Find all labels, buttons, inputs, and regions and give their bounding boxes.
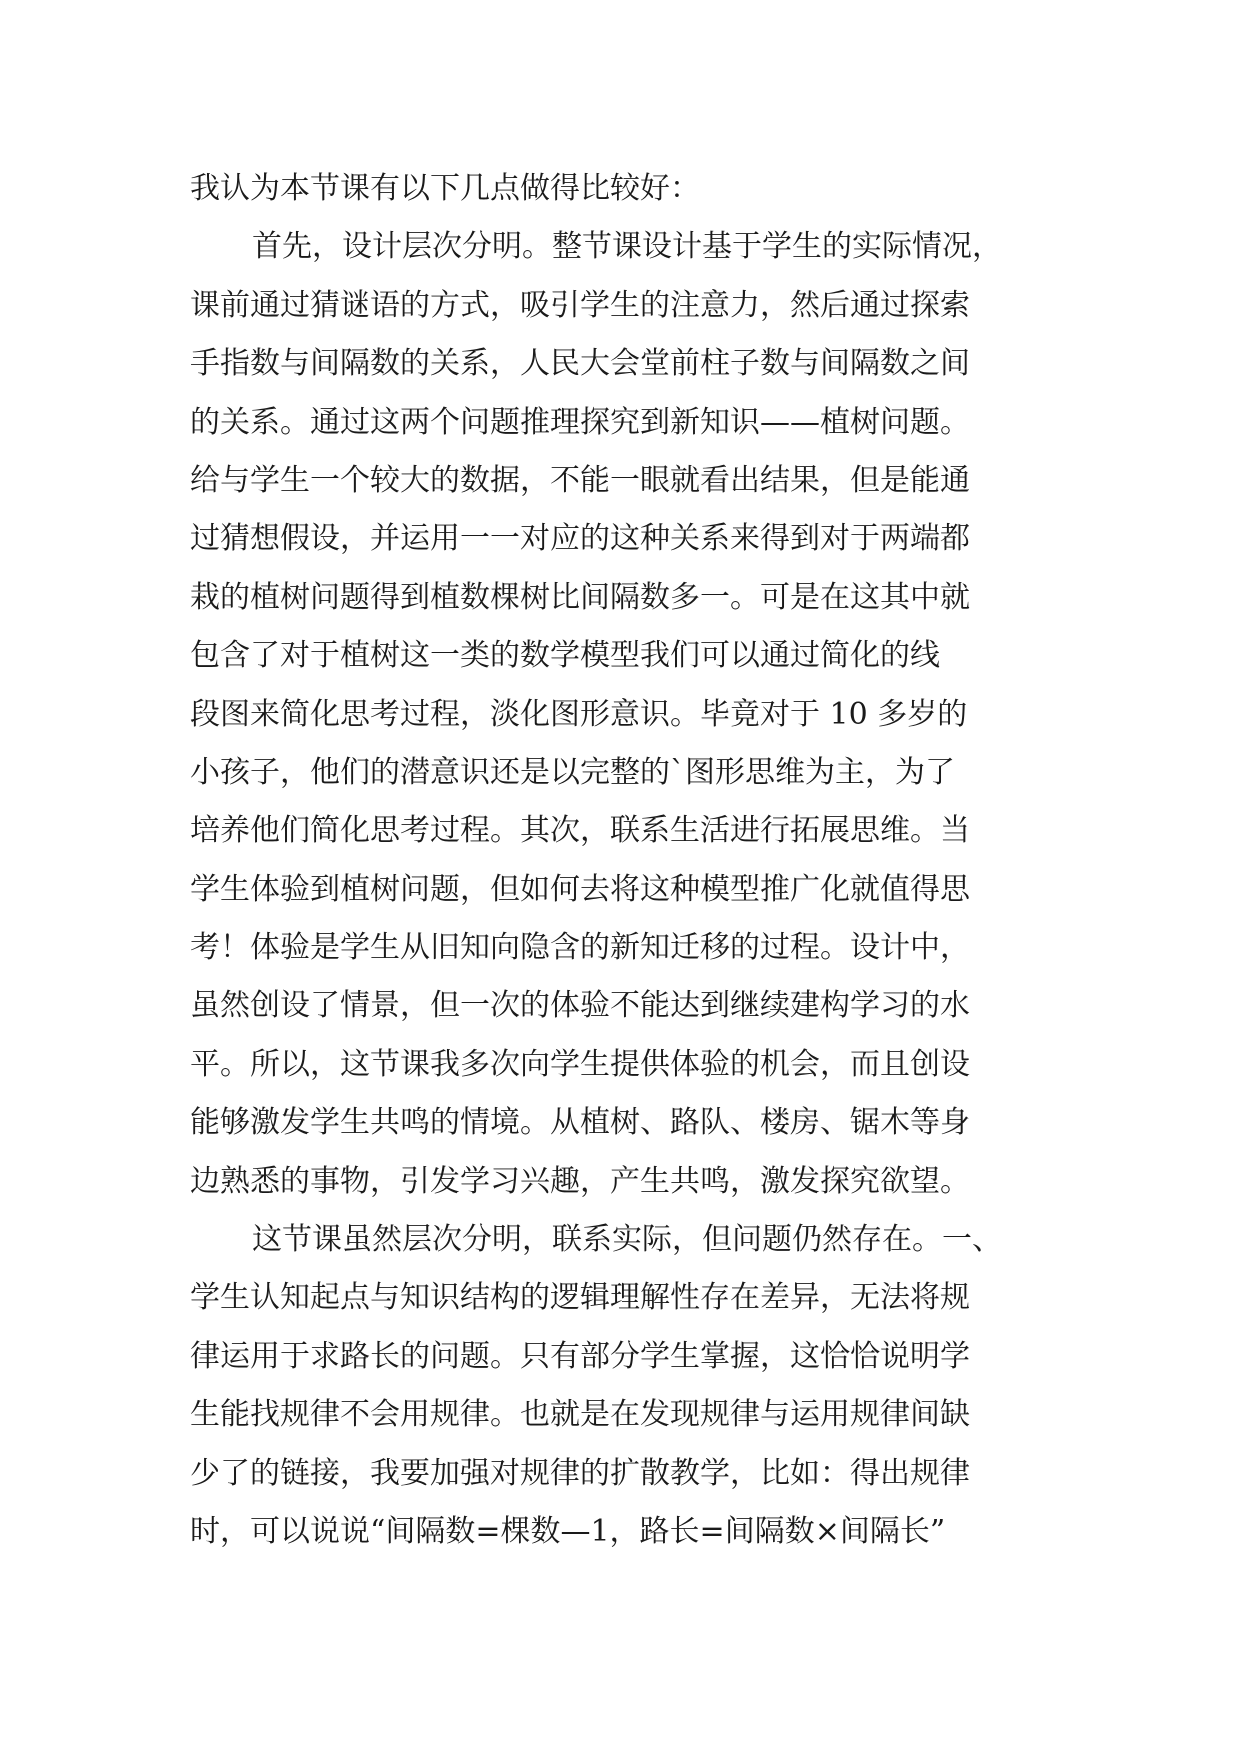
text-line: 栽的植树问题得到植数棵树比间隔数多一。可是在这其中就 <box>190 579 970 615</box>
text-line: 学生认知起点与知识结构的逻辑理解性存在差异，无法将规 <box>190 1280 970 1316</box>
text-line: 小孩子，他们的潜意识还是以完整的`图形思维为主，为了 <box>190 754 955 790</box>
text-line: 边熟悉的事物，引发学习兴趣，产生共鸣，激发探究欲望。 <box>190 1163 970 1199</box>
text-line: 的关系。通过这两个问题推理探究到新知识——植树问题。 <box>190 404 970 440</box>
text-line: 平。所以，这节课我多次向学生提供体验的机会，而且创设 <box>190 1046 970 1082</box>
text-line: 课前通过猜谜语的方式，吸引学生的注意力，然后通过探索 <box>190 287 970 323</box>
body-text <box>190 160 1070 1561</box>
text-line: 能够激发学生共鸣的情境。从植树、路队、楼房、锯木等身 <box>190 1105 970 1141</box>
text-line: 时，可以说说“间隔数=棵数—1，路长=间隔数×间隔长” <box>190 1513 946 1549</box>
text-line: 少了的链接，我要加强对规律的扩散教学，比如：得出规律 <box>190 1455 970 1491</box>
text-line: 给与学生一个较大的数据，不能一眼就看出结果，但是能通 <box>190 462 970 498</box>
paragraph-start-line: 这节课虽然层次分明，联系实际，但问题仍然存在。一、 <box>252 1222 1002 1258</box>
text-line: 考！体验是学生从旧知向隐含的新知迁移的过程。设计中， <box>190 930 970 966</box>
text-line: 律运用于求路长的问题。只有部分学生掌握，这恰恰说明学 <box>190 1338 970 1374</box>
text-line: 虽然创设了情景，但一次的体验不能达到继续建构学习的水 <box>190 988 970 1024</box>
text-line: 包含了对于植树这一类的数学模型我们可以通过简化的线 <box>190 638 940 674</box>
text-line: 我认为本节课有以下几点做得比较好： <box>190 171 700 206</box>
text-line: 段图来简化思考过程，淡化图形意识。毕竟对于 10 多岁的 <box>190 696 968 732</box>
text-line: 生能找规律不会用规律。也就是在发现规律与运用规律间缺 <box>190 1397 970 1433</box>
text-line: 学生体验到植树问题，但如何去将这种模型推广化就值得思 <box>190 871 970 907</box>
paragraph-start-line: 首先，设计层次分明。整节课设计基于学生的实际情况， <box>252 229 1002 265</box>
text-line: 手指数与间隔数的关系，人民大会堂前柱子数与间隔数之间 <box>190 346 970 382</box>
text-line: 培养他们简化思考过程。其次，联系生活进行拓展思维。当 <box>190 813 970 849</box>
text-line: 过猜想假设，并运用一一对应的这种关系来得到对于两端都 <box>190 521 970 557</box>
